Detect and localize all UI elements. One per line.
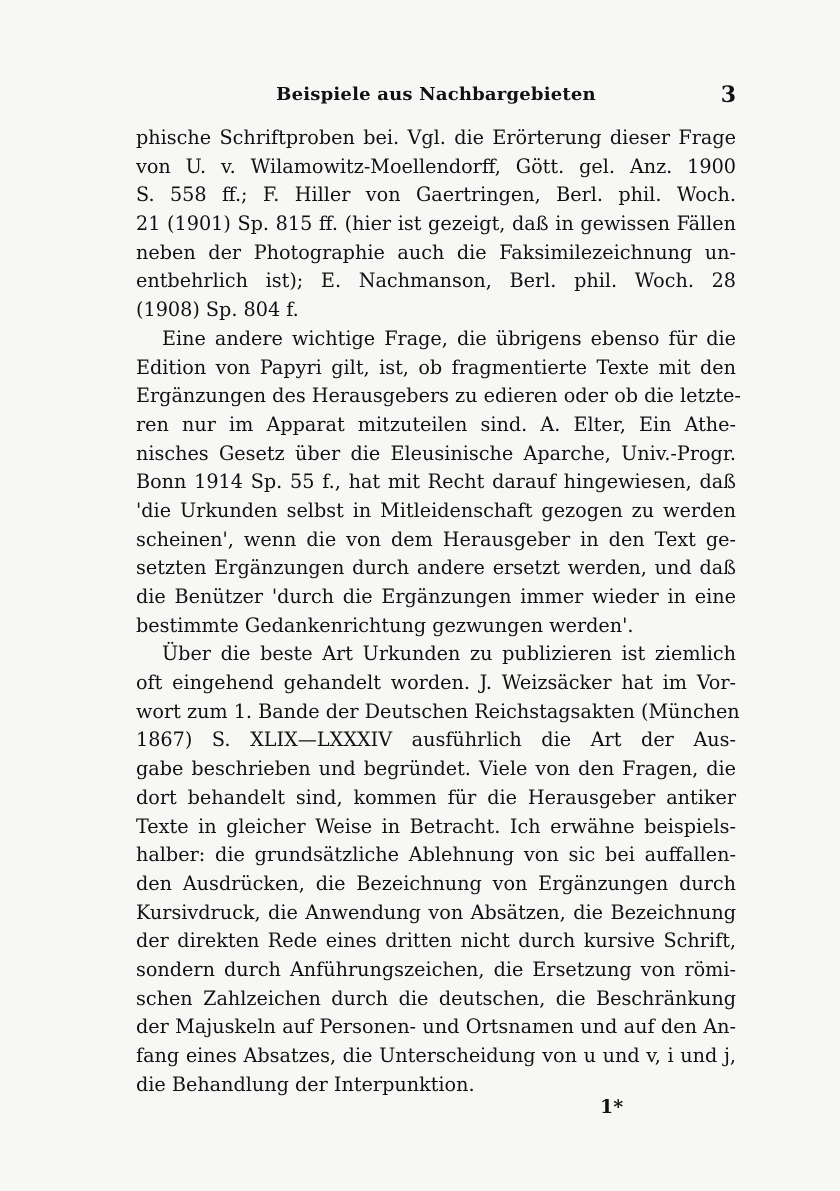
text-line: bestimmte Gedankenrichtung gezwungen werden'. xyxy=(136,613,634,637)
text-line: wort zum 1. Bande der Deutschen Reichstagsakten (München xyxy=(136,699,740,723)
page-header xyxy=(136,84,736,112)
text-line: Kursivdruck, die Anwendung von Absätzen, die Bezeichnung xyxy=(136,900,736,924)
text-line: scheinen', wenn die von dem Herausgeber in den Text ge- xyxy=(136,527,736,551)
page-number: 3 xyxy=(720,82,736,108)
text-line: der direkten Rede eines dritten nicht durch kursive Schrift, xyxy=(136,929,736,953)
running-title: Beispiele aus Nachbargebieten xyxy=(276,84,596,105)
text-line: setzten Ergänzungen durch andere ersetzt werden, und daß xyxy=(136,556,736,580)
text-line: phische Schriftproben bei. Vgl. die Erörterung dieser Frage xyxy=(136,126,736,149)
text-line: (1908) Sp. 804 f. xyxy=(136,298,299,322)
text-line: sondern durch Anführungszeichen, die Ersetzung von römi- xyxy=(136,957,736,981)
body-text xyxy=(136,124,741,1099)
text-line: Edition von Papyri gilt, ist, ob fragmentierte Texte mit den xyxy=(136,355,736,379)
text-line: Eine andere wichtige Frage, die übrigens ebenso für die xyxy=(162,326,736,350)
text-line: halber: die grundsätzliche Ablehnung von sic bei auffallen- xyxy=(136,843,736,867)
text-line: die Behandlung der Interpunktion. xyxy=(136,1072,475,1096)
text-line: Bonn 1914 Sp. 55 f., hat mit Recht darauf hingewiesen, daß xyxy=(136,470,736,494)
text-line: schen Zahlzeichen durch die deutschen, die Beschränkung xyxy=(136,986,736,1010)
text-line: dort behandelt sind, kommen für die Herausgeber antiker xyxy=(136,785,736,809)
text-line: Texte in gleicher Weise in Betracht. Ich erwähne beispiels- xyxy=(136,814,736,838)
text-line: gabe beschrieben und begründet. Viele von den Fragen, die xyxy=(136,757,736,781)
text-line: entbehrlich ist); E. Nachmanson, Berl. phil. Woch. 28 xyxy=(136,269,736,293)
text-line: neben der Photographie auch die Faksimilezeichnung un- xyxy=(136,240,736,264)
signature-mark: 1* xyxy=(600,1096,624,1118)
text-line: von U. v. Wilamowitz-Moellendorff, Gött. gel. Anz. 1900 xyxy=(136,154,736,178)
text-line: S. 558 ff.; F. Hiller von Gaertringen, Berl. phil. Woch. xyxy=(136,183,736,207)
text-line: Über die beste Art Urkunden zu publizieren ist ziemlich xyxy=(162,642,736,666)
text-line: oft eingehend gehandelt worden. J. Weizsäcker hat im Vor- xyxy=(136,671,736,695)
text-line: den Ausdrücken, die Bezeichnung von Ergänzungen durch xyxy=(136,871,736,895)
text-line: 'die Urkunden selbst in Mitleidenschaft gezogen zu werden xyxy=(136,498,736,522)
text-line: die Benützer 'durch die Ergänzungen immer wieder in eine xyxy=(136,585,736,608)
text-line: der Majuskeln auf Personen- und Ortsnamen und auf den An- xyxy=(136,1015,736,1039)
text-line: ren nur im Apparat mitzuteilen sind. A. Elter, Ein Athe- xyxy=(136,412,736,436)
text-line: nisches Gesetz über die Eleusinische Aparche, Univ.-Progr. xyxy=(136,441,736,465)
text-line: fang eines Absatzes, die Unterscheidung von u und v, i und j, xyxy=(136,1044,736,1067)
text-line: Ergänzungen des Herausgebers zu edieren oder ob die letzte- xyxy=(136,384,741,408)
text-line: 1867) S. XLIX—LXXXIV ausführlich die Art der Aus- xyxy=(136,728,736,752)
text-line: 21 (1901) Sp. 815 ff. (hier ist gezeigt, daß in gewissen Fällen xyxy=(136,212,736,236)
